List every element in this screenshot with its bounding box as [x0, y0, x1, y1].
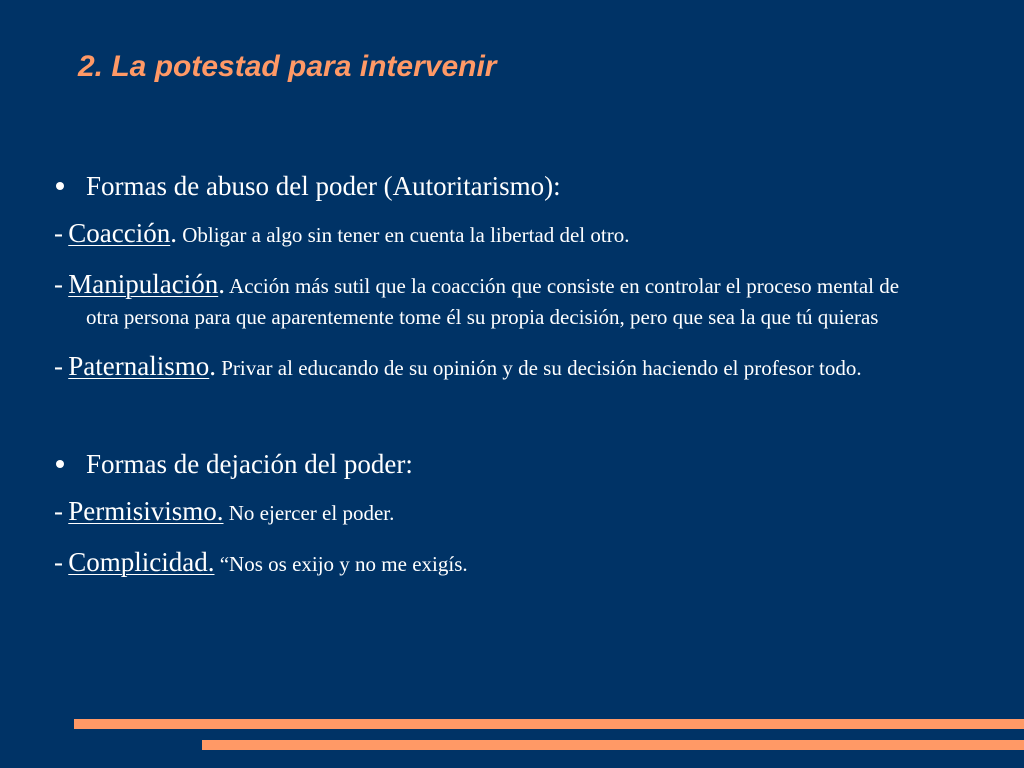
term-paternalismo: Paternalismo [68, 351, 210, 381]
dash: - [54, 218, 63, 248]
bullet-dot-icon [56, 182, 64, 190]
decorative-bar-top [74, 719, 1024, 729]
bullet-heading-abuse [54, 168, 934, 204]
term-complicidad: Complicidad. [68, 547, 215, 577]
list-item-manipulacion [54, 269, 934, 333]
definition-complicidad: “Nos os exijo y no me exigís. [214, 552, 468, 576]
list-item-paternalismo [54, 351, 934, 384]
list-item-coaccion [54, 218, 934, 251]
slide-title: 2. La potestad para intervenir [78, 50, 497, 83]
bullet-dot-icon [56, 460, 64, 468]
term-manipulacion: Manipulación [68, 269, 219, 299]
list-item-permisivismo [54, 496, 934, 529]
dash: - [54, 547, 63, 577]
term-coaccion: Coacción [68, 218, 171, 248]
term-punct: . [209, 351, 216, 381]
heading-abuse-text: Formas de abuso del poder (Autoritarismo): [86, 171, 561, 201]
definition-manipulacion: Acción más sutil que la coacción que consiste en controlar el proceso mental de otra persona para que aparentemente tome él su propia decisión, pero que sea la que tú quieras [86, 274, 900, 329]
definition-coaccion: Obligar a algo sin tener en cuenta la libertad del otro. [176, 223, 630, 247]
heading-neglect-text: Formas de dejación del poder: [86, 449, 413, 479]
dash: - [54, 351, 63, 381]
term-permisivismo: Permisivismo. [68, 496, 224, 526]
bullet-heading-neglect [54, 446, 934, 482]
list-item-complicidad [54, 547, 934, 580]
definition-permisivismo: No ejercer el poder. [223, 501, 395, 525]
dash: - [54, 496, 63, 526]
slide-content [54, 168, 934, 580]
definition-paternalismo: Privar al educando de su opinión y de su decisión haciendo el profesor todo. [215, 356, 862, 380]
decorative-bar-bottom [202, 740, 1024, 750]
term-punct: . [170, 218, 177, 248]
term-punct: . [218, 269, 225, 299]
dash: - [54, 269, 63, 299]
